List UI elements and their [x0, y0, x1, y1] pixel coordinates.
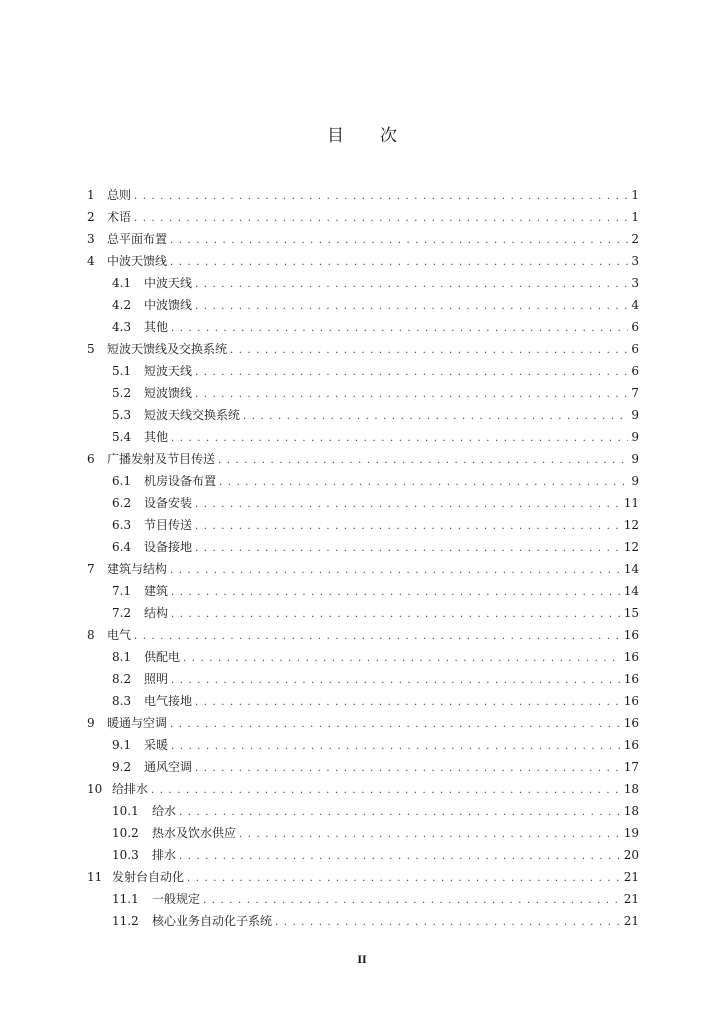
toc-entry-title: 中波馈线 — [144, 298, 193, 312]
toc-entry-title: 热水及饮水供应 — [152, 826, 237, 840]
toc-entry-number: 8.3 — [112, 694, 132, 708]
toc-entry-number: 8.2 — [112, 672, 132, 686]
title-char-2: 次 — [380, 126, 397, 146]
toc-entry-title: 照明 — [144, 672, 169, 686]
toc-entry[interactable] — [87, 228, 639, 250]
toc-leader-dots — [195, 692, 621, 714]
toc-leader-dots — [230, 340, 628, 362]
toc-entry[interactable] — [87, 580, 639, 602]
toc-entry-number: 10.1 — [112, 804, 139, 818]
toc-entry-page: 1 — [631, 188, 639, 202]
toc-entry-page: 2 — [631, 232, 639, 246]
toc-entry-page: 19 — [623, 826, 639, 840]
toc-entry[interactable] — [87, 294, 639, 316]
toc-entry-page: 16 — [623, 738, 639, 752]
toc-entry[interactable] — [87, 800, 639, 822]
toc-entry-page: 18 — [623, 782, 639, 796]
toc-entry-title: 总平面布置 — [107, 232, 168, 246]
toc-leader-dots — [179, 802, 621, 824]
toc-entry[interactable] — [87, 514, 639, 536]
toc-entry-number: 5.1 — [112, 364, 132, 378]
toc-entry-number: 7.1 — [112, 584, 132, 598]
toc-leader-dots — [195, 362, 628, 384]
toc-leader-dots — [171, 604, 621, 626]
toc-entry-number: 10 — [87, 782, 103, 796]
toc-entry-page: 16 — [623, 628, 639, 642]
toc-entry-page: 12 — [623, 518, 639, 532]
toc-entry[interactable] — [87, 250, 639, 272]
toc-entry[interactable] — [87, 866, 639, 888]
toc-entry-number: 9 — [87, 716, 95, 730]
toc-entry[interactable] — [87, 382, 639, 404]
toc-entry-title: 广播发射及节目传送 — [107, 452, 216, 466]
toc-entry-number: 5.3 — [112, 408, 132, 422]
toc-entry[interactable] — [87, 272, 639, 294]
toc-leader-dots — [170, 252, 628, 274]
toc-entry-title: 给排水 — [112, 782, 149, 796]
toc-entry-title: 其他 — [144, 430, 169, 444]
toc-entry-number: 8 — [87, 628, 95, 642]
toc-entry-page: 3 — [631, 254, 639, 268]
toc-entry[interactable] — [87, 756, 639, 778]
toc-leader-dots — [171, 582, 621, 604]
toc-entry-number: 9.1 — [112, 738, 132, 752]
toc-entry[interactable] — [87, 558, 639, 580]
toc-entry-number: 4.2 — [112, 298, 132, 312]
toc-entry[interactable] — [87, 844, 639, 866]
toc-leader-dots — [171, 428, 628, 450]
toc-entry-title: 暖通与空调 — [107, 716, 168, 730]
toc-entry[interactable] — [87, 822, 639, 844]
toc-entry-number: 10.2 — [112, 826, 139, 840]
toc-leader-dots — [195, 384, 628, 406]
toc-leader-dots — [195, 296, 628, 318]
toc-entry-title: 建筑 — [144, 584, 169, 598]
toc-entry-number: 3 — [87, 232, 95, 246]
toc-leader-dots — [203, 890, 621, 912]
toc-entry-number: 11 — [87, 870, 103, 884]
toc-leader-dots — [195, 494, 621, 516]
toc-entry-page: 1 — [631, 210, 639, 224]
toc-entry-title: 核心业务自动化子系统 — [152, 914, 273, 928]
toc-entry[interactable] — [87, 492, 639, 514]
toc-entry-title: 设备安装 — [144, 496, 193, 510]
toc-entry-page: 16 — [623, 650, 639, 664]
toc-entry-title: 短波天馈线及交换系统 — [107, 342, 228, 356]
toc-entry-number: 4.1 — [112, 276, 132, 290]
toc-entry-title: 供配电 — [144, 650, 181, 664]
toc-entry[interactable] — [87, 470, 639, 492]
toc-entry-page: 6 — [631, 342, 639, 356]
toc-entry[interactable] — [87, 712, 639, 734]
toc-entry-number: 4 — [87, 254, 95, 268]
toc-entry[interactable] — [87, 448, 639, 470]
toc-leader-dots — [179, 846, 621, 868]
toc-leader-dots — [195, 538, 621, 560]
toc-leader-dots — [195, 274, 628, 296]
toc-leader-dots — [134, 186, 628, 208]
toc-entry-title: 发射台自动化 — [112, 870, 185, 884]
toc-entry-page: 7 — [631, 386, 639, 400]
toc-entry-title: 总则 — [107, 188, 132, 202]
toc-leader-dots — [170, 714, 621, 736]
toc-entry-number: 10.3 — [112, 848, 139, 862]
toc-leader-dots — [195, 758, 621, 780]
toc-leader-dots — [151, 780, 621, 802]
toc-leader-dots — [170, 230, 628, 252]
toc-entry-page: 21 — [623, 892, 639, 906]
toc-entry-title: 设备接地 — [144, 540, 193, 554]
toc-entry-page: 6 — [631, 364, 639, 378]
toc-entry-title: 给水 — [152, 804, 177, 818]
toc-entry-page: 9 — [631, 452, 639, 466]
toc-entry-page: 9 — [631, 430, 639, 444]
toc-leader-dots — [239, 824, 621, 846]
toc-entry-title: 短波天线 — [144, 364, 193, 378]
toc-entry-page: 21 — [623, 870, 639, 884]
toc-entry[interactable] — [87, 888, 639, 910]
toc-entry-page: 9 — [631, 474, 639, 488]
toc-entry-page: 20 — [623, 848, 639, 862]
toc-entry-title: 电气 — [107, 628, 132, 642]
toc-entry-number: 7 — [87, 562, 95, 576]
toc-entry[interactable] — [87, 360, 639, 382]
toc-entry-title: 一般规定 — [152, 892, 201, 906]
toc-entry[interactable] — [87, 602, 639, 624]
page-number: II — [357, 955, 367, 966]
toc-leader-dots — [183, 648, 621, 670]
toc-entry-number: 6.3 — [112, 518, 132, 532]
toc-entry-title: 术语 — [107, 210, 132, 224]
toc-leader-dots — [218, 450, 628, 472]
toc-entry-page: 9 — [631, 408, 639, 422]
toc-entry-title: 其他 — [144, 320, 169, 334]
toc-entry-page: 14 — [623, 584, 639, 598]
toc-leader-dots — [187, 868, 621, 890]
toc-leader-dots — [134, 626, 621, 648]
toc-entry-number: 4.3 — [112, 320, 132, 334]
toc-entry-number: 5.2 — [112, 386, 132, 400]
toc-entry-page: 16 — [623, 716, 639, 730]
toc-entry-title: 结构 — [144, 606, 169, 620]
toc-entry-number: 2 — [87, 210, 95, 224]
toc-entry-page: 16 — [623, 672, 639, 686]
toc-entry-page: 17 — [623, 760, 639, 774]
toc-entry[interactable] — [87, 184, 639, 206]
toc-entry-page: 14 — [623, 562, 639, 576]
toc-entry[interactable] — [87, 536, 639, 558]
toc-leader-dots — [243, 406, 628, 428]
toc-entry-title: 中波天线 — [144, 276, 193, 290]
toc-entry-title: 通风空调 — [144, 760, 193, 774]
toc-entry[interactable] — [87, 206, 639, 228]
toc-entry-page: 21 — [623, 914, 639, 928]
toc-leader-dots — [219, 472, 628, 494]
toc-entry-title: 短波馈线 — [144, 386, 193, 400]
toc-entry-number: 6.4 — [112, 540, 132, 554]
toc-entry-title: 节目传送 — [144, 518, 193, 532]
toc-entry-number: 5.4 — [112, 430, 132, 444]
toc-entry-title: 中波天馈线 — [107, 254, 168, 268]
toc-entry-number: 6.1 — [112, 474, 132, 488]
toc-leader-dots — [195, 516, 621, 538]
toc-entry-number: 1 — [87, 188, 95, 202]
toc-entry-number: 8.1 — [112, 650, 132, 664]
toc-entry-page: 12 — [623, 540, 639, 554]
toc-entry-number: 11.2 — [112, 914, 139, 928]
toc-entry[interactable] — [87, 316, 639, 338]
toc-leader-dots — [171, 736, 621, 758]
toc-entry[interactable] — [87, 624, 639, 646]
toc-entry-page: 6 — [631, 320, 639, 334]
toc-entry-number: 9.2 — [112, 760, 132, 774]
toc-leader-dots — [171, 318, 628, 340]
toc-entry-title: 建筑与结构 — [107, 562, 168, 576]
toc-entry-page: 3 — [631, 276, 639, 290]
toc-entry-number: 6.2 — [112, 496, 132, 510]
page-title — [0, 121, 724, 146]
toc-entry-number: 11.1 — [112, 892, 139, 906]
toc-leader-dots — [134, 208, 628, 230]
toc-entry[interactable] — [87, 734, 639, 756]
toc-leader-dots — [171, 670, 621, 692]
toc-entry-page: 11 — [623, 496, 639, 510]
toc-entry-title: 电气接地 — [144, 694, 193, 708]
toc-entry-page: 4 — [631, 298, 639, 312]
title-char-1: 目 — [327, 126, 344, 146]
toc-entry[interactable] — [87, 338, 639, 360]
toc-entry-title: 排水 — [152, 848, 177, 862]
toc-entry[interactable] — [87, 778, 639, 800]
toc-entry-title: 短波天线交换系统 — [144, 408, 241, 422]
toc-entry-page: 15 — [623, 606, 639, 620]
toc-entry-page: 18 — [623, 804, 639, 818]
toc-entry[interactable] — [87, 426, 639, 448]
toc-entry-title: 采暖 — [144, 738, 169, 752]
toc-entry-title: 机房设备布置 — [144, 474, 217, 488]
toc-entry-page: 16 — [623, 694, 639, 708]
toc-entry[interactable] — [87, 404, 639, 426]
toc-entry[interactable] — [87, 910, 639, 932]
toc-entry-number: 5 — [87, 342, 95, 356]
toc-leader-dots — [275, 912, 621, 934]
toc-entry-number: 7.2 — [112, 606, 132, 620]
toc-entry-number: 6 — [87, 452, 95, 466]
toc-entry[interactable] — [87, 668, 639, 690]
toc-leader-dots — [170, 560, 621, 582]
toc-entry[interactable] — [87, 646, 639, 668]
toc-entry[interactable] — [87, 690, 639, 712]
table-of-contents — [87, 184, 639, 932]
